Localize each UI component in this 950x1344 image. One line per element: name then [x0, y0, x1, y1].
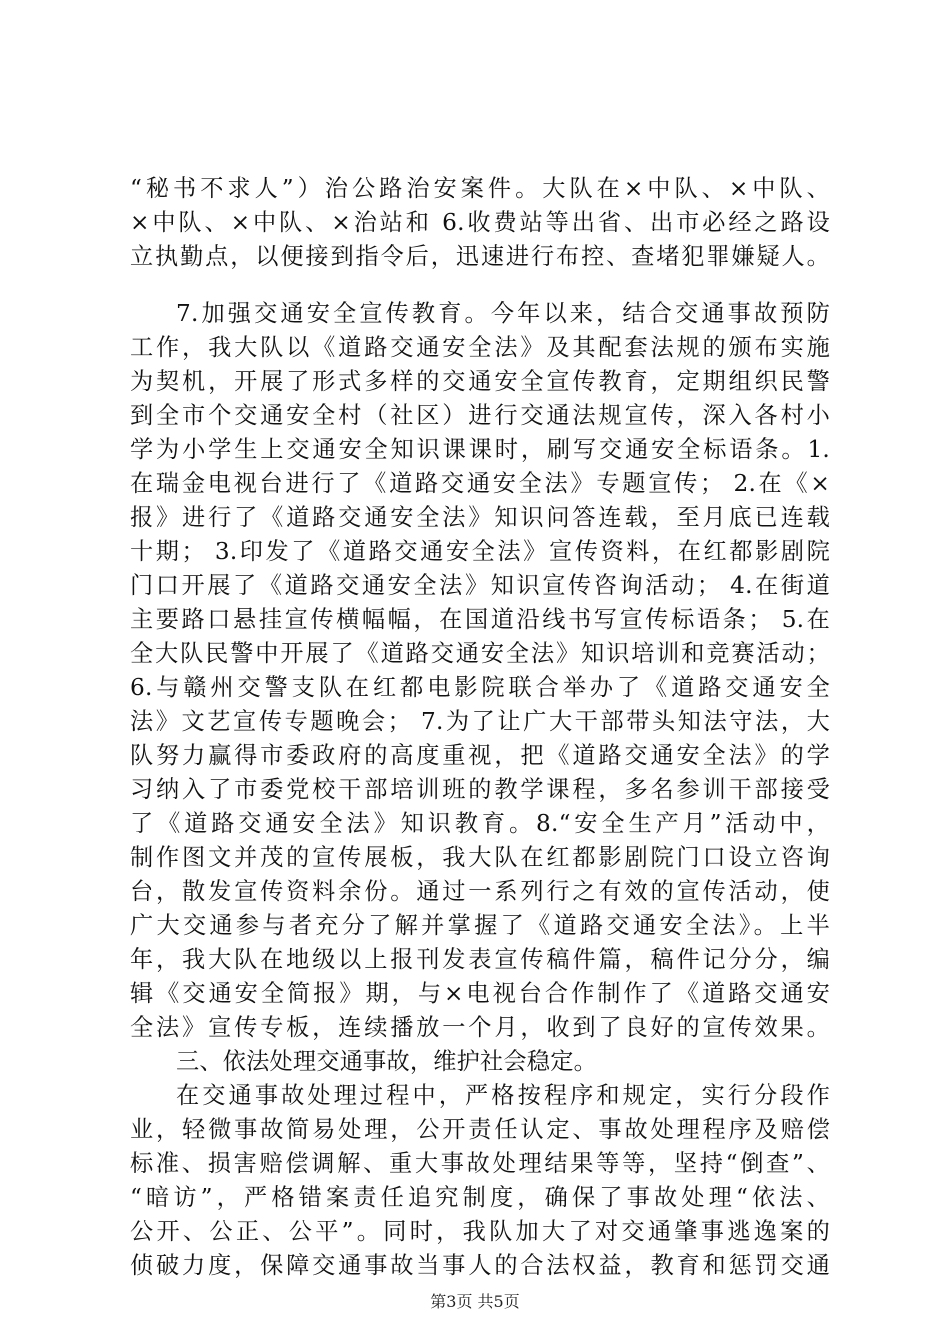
body-text-line: 报》进行了《道路交通安全法》知识问答连载，至月底已连载 [130, 504, 830, 531]
body-text-line: 到全市个交通安全村（社区）进行交通法规宣传，深入各村小 [130, 402, 830, 429]
body-text-line: 公开、公正、公平”。同时，我队加大了对交通肇事逃逸案的 [130, 1218, 830, 1245]
body-text-line: 侦破力度，保障交通事故当事人的合法权益，教育和惩罚交通 [130, 1252, 830, 1279]
body-text-line: 主要路口悬挂宣传横幅幅，在国道沿线书写宣传标语条； 5.在 [130, 606, 830, 633]
paragraph-first-line: 7.加强交通安全宣传教育。今年以来，结合交通事故预防 [176, 300, 830, 327]
body-text-line: 制作图文并茂的宣传展板，我大队在红都影剧院门口设立咨询 [130, 844, 830, 871]
body-text-line: 6.与赣州交警支队在红都电影院联合举办了《道路交通安全 [130, 674, 830, 701]
paragraph-first-line: 在交通事故处理过程中，严格按程序和规定，实行分段作 [176, 1082, 830, 1109]
body-text-line: 十期； 3.印发了《道路交通安全法》宣传资料，在红都影剧院 [130, 538, 830, 565]
body-text-line: “暗访”，严格错案责任追究制度，确保了事故处理“依法、 [130, 1184, 830, 1211]
body-text-line: 全法》宣传专板，连续播放一个月，收到了良好的宣传效果。 [130, 1014, 830, 1041]
body-text-line: 在瑞金电视台进行了《道路交通安全法》专题宣传； 2.在《× [130, 470, 830, 497]
body-text-line: 广大交通参与者充分了解并掌握了《道路交通安全法》。上半 [130, 912, 830, 939]
section-heading: 三、依法处理交通事故，维护社会稳定。 [176, 1048, 597, 1075]
body-text-line: 业，轻微事故简易处理，公开责任认定、事故处理程序及赔偿 [130, 1116, 830, 1143]
body-text-line: 立执勤点，以便接到指令后，迅速进行布控、查堵犯罪嫌疑人。 [130, 243, 830, 270]
body-text-line: 队努力赢得市委政府的高度重视，把《道路交通安全法》的学 [130, 742, 830, 769]
body-text-line: “秘书不求人”）治公路治安案件。大队在×中队、×中队、 [130, 175, 830, 202]
body-text-line: ×中队、×中队、×治站和 6.收费站等出省、出市必经之路设 [130, 209, 830, 236]
body-text-line: 为契机，开展了形式多样的交通安全宣传教育，定期组织民警 [130, 368, 830, 395]
body-text-line: 了《道路交通安全法》知识教育。8.“安全生产月”活动中， [130, 810, 830, 837]
body-text-line: 工作，我大队以《道路交通安全法》及其配套法规的颁布实施 [130, 334, 830, 361]
body-text-line: 台，散发宣传资料余份。通过一系列行之有效的宣传活动，使 [130, 878, 830, 905]
body-text-line: 习纳入了市委党校干部培训班的教学课程，多名参训干部接受 [130, 776, 830, 803]
body-text-line: 全大队民警中开展了《道路交通安全法》知识培训和竞赛活动； [130, 640, 830, 667]
body-text-line: 年，我大队在地级以上报刊发表宣传稿件篇，稿件记分分，编 [130, 946, 830, 973]
body-text-line: 学为小学生上交通安全知识课课时，刷写交通安全标语条。1. [130, 436, 830, 463]
body-text-line: 辑《交通安全简报》期，与×电视台合作制作了《道路交通安 [130, 980, 830, 1007]
body-text-line: 标准、损害赔偿调解、重大事故处理结果等等，坚持“倒查”、 [130, 1150, 830, 1177]
body-text-line: 门口开展了《道路交通安全法》知识宣传咨询活动； 4.在街道 [130, 572, 830, 599]
page-number-footer: 第3页 共5页 [430, 1292, 520, 1311]
body-text-line: 法》文艺宣传专题晚会； 7.为了让广大干部带头知法守法，大 [130, 708, 830, 735]
